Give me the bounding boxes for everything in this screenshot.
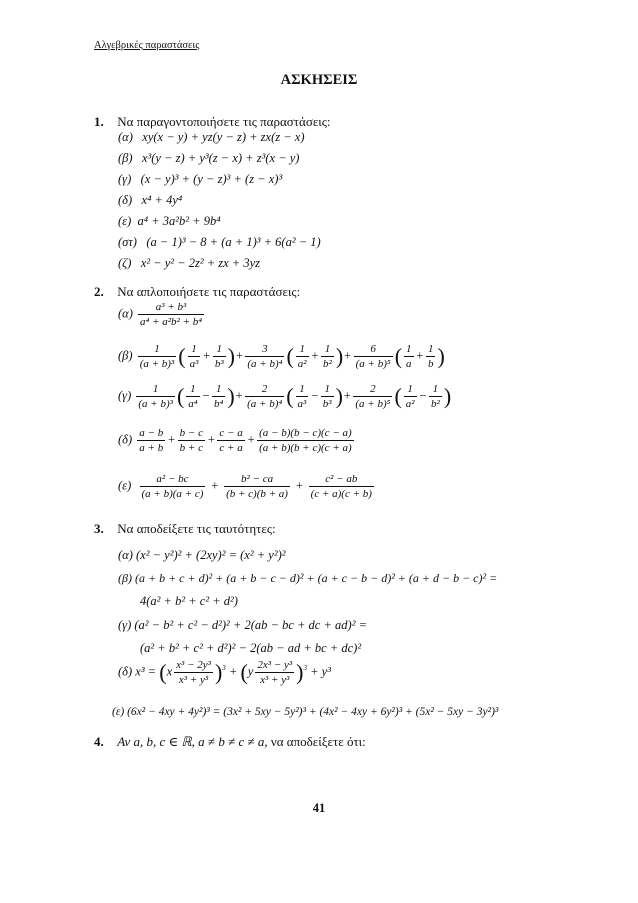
exercise-2-prompt xyxy=(94,284,300,300)
ex3-item-c-line1: (γ) (a² − b² + c² − d²)² + 2(ab − bc + dc + ad)² = xyxy=(118,618,368,632)
ex1-item-e: (ε) a⁴ + 3a²b² + 9b⁴ xyxy=(118,214,221,228)
exercise-number: 3. xyxy=(94,521,104,536)
ex3-item-b-line1: (β) (a + b + c + d)² + (a + b − c − d)² + (a + c − b − d)² + (a + d − b − c)² = xyxy=(118,571,498,585)
ex1-item-st: (στ) (a − 1)³ − 8 + (a + 1)³ + 6(a² − 1) xyxy=(118,235,321,249)
exercise-text: Να παραγοντοποιήσετε τις παραστάσεις: xyxy=(117,114,331,129)
fraction: $\frac{\text{a³ + b³}}{\text{a⁴ + a²b² + b⁴}}$ xyxy=(140,301,203,328)
exercise-1-prompt xyxy=(94,114,331,130)
ex3-item-b-line2: 4(a² + b² + c² + d²) xyxy=(140,594,238,608)
ex2-item-e: (ε) $\frac{\text{a² − bc}}{(a + b)(a + c)}$ + $\frac{\text{b² − ca}}{(b + c)(b + a)}$ + $\frac{\text{c² − ab}}{(c + a)(c + b)}$ xyxy=(118,473,372,500)
ex2-item-d: (δ) $\frac{a - b}{a + b}$ + $\frac{b - c}{b + c}$ + $\frac{c - a}{c + a}$ + $\frac{(a - b)(b - c)(c - a)}{(a + b)(b + c)(c + a)}$ xyxy=(118,427,352,454)
ex1-item-z: (ζ) x² − y² − 2z² + zx + 3yz xyxy=(118,256,261,270)
exercise-number: 4. xyxy=(94,734,104,749)
ex3-item-e: (ε) (6x² − 4xy + 4y²)³ = (3x² + 5xy − 5y²)³ + (4x² − 4xy + 6y²)³ + (5x² − 5xy − 3y²)³ xyxy=(112,706,499,718)
section-title: ΑΣΚΗΣΕΙΣ xyxy=(280,72,358,88)
ex2-item-a: (α) $\frac{\text{a³ + b³}}{\text{a⁴ + a²b² + b⁴}}$ xyxy=(118,301,203,328)
ex1-item-d: (δ) x⁴ + 4y⁴ xyxy=(118,193,183,207)
exercise-4-prompt xyxy=(94,734,366,750)
ex2-item-b: (β) $\frac{1}{\text{(a + b)³}}$ ( $\frac{1}{\text{a³}}$ + $\frac{1}{\text{b³}}$ )+ $\frac{3}{\text{(a + b)⁴}}$ ( $\frac{1}{\text{a²}}$ + $\frac{1}{\text{b²}}$ )+ $\frac{6}{\text{(a + b)⁵}}$ ( $\frac{1}{a}$ + $\frac{1}{b}$ ) xyxy=(118,343,445,370)
ex1-item-c: (γ) (x − y)³ + (y − z)³ + (z − x)³ xyxy=(118,172,283,186)
ex3-item-c-line2: (a² + b² + c² + d²)² − 2(ab − ad + bc + dc)² xyxy=(140,641,362,655)
exercise-number: 1. xyxy=(94,114,104,129)
running-header: Αλγεβρικές παραστάσεις xyxy=(94,40,200,51)
ex1-item-a: (α) xy(x − y) + yz(y − z) + zx(z − x) xyxy=(118,130,305,144)
ex1-item-b: (β) x³(y − z) + y³(z − x) + z³(x − y) xyxy=(118,151,300,165)
exercise-condition: Αν a, b, c ∈ ℝ, a ≠ b ≠ c ≠ a, xyxy=(117,734,268,749)
exercise-text: Να απλοποιήσετε τις παραστάσεις: xyxy=(117,284,301,299)
ex2-item-c: (γ) $\frac{1}{\text{(a + b)³}}$ ( $\frac{1}{\text{a⁴}}$ − $\frac{1}{\text{b⁴}}$ )+ $\frac{2}{\text{(a + b)⁴}}$ ( $\frac{1}{\text{a³}}$ − $\frac{1}{\text{b³}}$ )+ $\frac{2}{\text{(a + b)⁵}}$ ( $\frac{1}{\text{a²}}$ − $\frac{1}{\text{b²}}$ ) xyxy=(118,383,452,410)
page-number: 41 xyxy=(312,801,326,815)
exercise-number: 2. xyxy=(94,284,104,299)
ex3-item-a: (α) (x² − y²)² + (2xy)² = (x² + y²)² xyxy=(118,548,286,562)
exercise-text: να αποδείξετε ότι: xyxy=(270,734,366,749)
exercise-text: Να αποδείξετε τις ταυτότητες: xyxy=(117,521,276,536)
ex3-item-d: (δ) x³ = (x $\frac{\text{x³ − 2y³}}{\text{x³ + y³}}$ )$^3$ + (y $\frac{\text{2x³ − y³}}{\text{x³ + y³}}$ )$^3$ + y³ xyxy=(118,659,331,686)
exercise-3-prompt xyxy=(94,521,276,537)
